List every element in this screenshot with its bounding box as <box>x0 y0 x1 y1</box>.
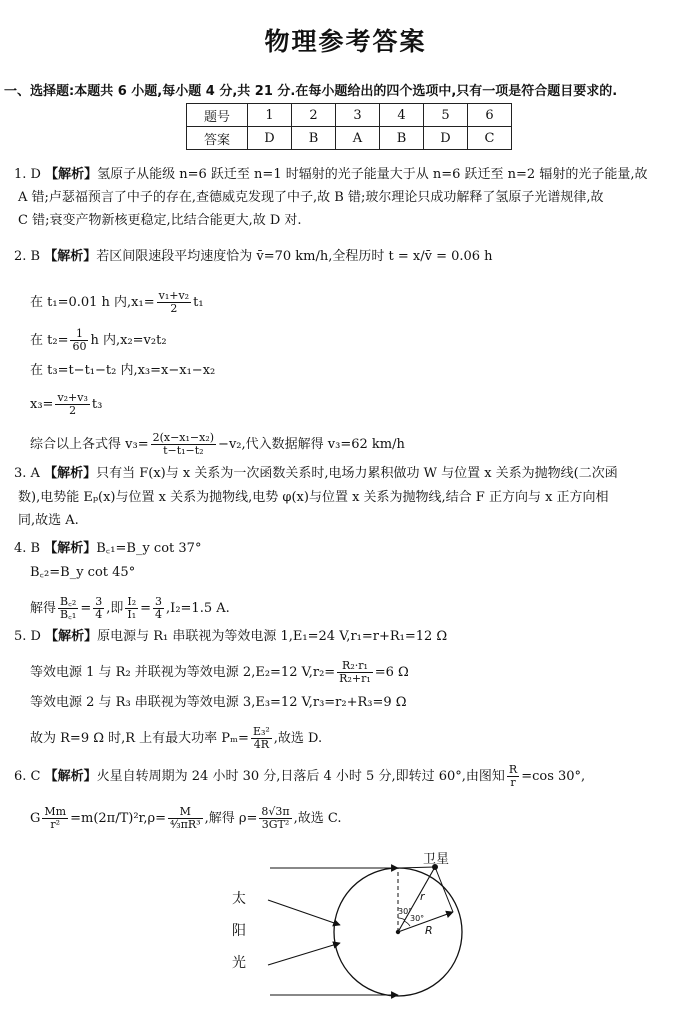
q1-number: 1. D <box>14 167 41 182</box>
table-header-cell: 答案 <box>187 127 248 150</box>
q2-text: t₃ <box>91 397 103 412</box>
analysis-tag: 【解析】 <box>44 769 97 784</box>
q4-text: 解得 <box>30 601 57 616</box>
numerator: R <box>508 763 518 776</box>
table-cell: B <box>380 127 424 150</box>
denominator: 4 <box>95 608 103 621</box>
denominator: 4R <box>253 738 269 751</box>
sunlight-rays <box>268 868 398 995</box>
table-cell: D <box>248 127 292 150</box>
sunlight-label-char: 太 <box>232 891 246 907</box>
q4-text: ,即 <box>106 601 124 616</box>
denominator: r² <box>50 818 61 831</box>
q6-text: G <box>30 811 41 826</box>
analysis-tag: 【解析】 <box>44 249 97 264</box>
q2-text: 综合以上各式得 v₃= <box>30 437 149 452</box>
q5-text: =6 Ω <box>374 665 409 680</box>
numerator: v₂+v₃ <box>57 391 88 404</box>
numerator: 3 <box>95 595 103 608</box>
numerator: 2(x−x₁−x₂) <box>152 431 215 444</box>
q4-text: B꜀₁=B_y cot 37° <box>96 541 202 556</box>
q5-line-3: 等效电源 2 与 R₃ 串联视为等效电源 3,E₃=12 V,r₃=r₂+R₃=9 Ω <box>30 695 407 710</box>
q4-text: = <box>140 601 152 616</box>
q6-number: 6. C <box>14 769 41 784</box>
center-dot <box>396 930 400 934</box>
section-heading: 一、选择题:本题共 6 小题,每小题 4 分,共 21 分.在每小题给出的四个选项中,只有一项是符合题目要求的. <box>4 84 618 99</box>
numerator: 1 <box>70 328 88 341</box>
numerator: E₃² <box>252 725 270 738</box>
q2-text: t₁ <box>193 295 204 310</box>
denominator: B꜀₁ <box>60 608 77 621</box>
sunlight-label-char: 阳 <box>232 923 246 939</box>
denominator: R₂+r₁ <box>339 672 371 685</box>
q4-text: ,I₂=1.5 A. <box>166 601 230 616</box>
q2-text: −v₂,代入数据解得 v₃=62 km/h <box>218 437 405 452</box>
q4-number: 4. B <box>14 541 41 556</box>
table-cell: 3 <box>336 104 380 127</box>
denominator: ⁴⁄₃πR³ <box>170 818 201 831</box>
denominator: 60 <box>72 340 87 353</box>
table-cell: 2 <box>292 104 336 127</box>
q1-line-3: C 错;衰变产物新核更稳定,比结合能更大,故 D 对. <box>18 213 302 228</box>
numerator: v₁+v₂ <box>158 289 190 302</box>
table-cell: 4 <box>380 104 424 127</box>
q5-text: 等效电源 1 与 R₂ 并联视为等效电源 2,E₂=12 V,r₂= <box>30 665 336 680</box>
q2-text: x₃= <box>30 397 54 412</box>
table-cell: 6 <box>468 104 512 127</box>
table-cell: C <box>468 127 512 150</box>
table-cell: A <box>336 127 380 150</box>
table-cell: 5 <box>424 104 468 127</box>
q2-text: 在 t₁=0.01 h 内,x₁= <box>30 295 155 310</box>
denominator: 4 <box>155 608 163 621</box>
q6-text: ,故选 C. <box>293 811 342 826</box>
denominator: 2 <box>170 302 178 315</box>
denominator: 2 <box>69 404 77 417</box>
q6-text: =m(2π/T)²r,ρ= <box>70 811 166 826</box>
q6-text: =cos 30°, <box>521 769 586 784</box>
tangent-to-satellite-line <box>435 867 453 912</box>
table-cell: 1 <box>248 104 292 127</box>
q2-text: h 内,x₂=v₂t₂ <box>90 333 167 348</box>
numerator: M <box>168 806 203 819</box>
denominator: 3GT² <box>261 818 290 831</box>
q5-number: 5. D <box>14 629 41 644</box>
q3-number: 3. A <box>14 466 40 481</box>
satellite-label: 卫星 <box>423 852 450 867</box>
q6-text: 火星自转周期为 24 小时 30 分,日落后 4 小时 5 分,即转过 60°,由图知 <box>96 769 505 784</box>
denominator: t−t₁−t₂ <box>163 444 204 457</box>
q2-text: 在 t₂= <box>30 333 69 348</box>
numerator: 3 <box>155 595 163 608</box>
q5-text: ,故选 D. <box>273 731 323 746</box>
table-cell: D <box>424 127 468 150</box>
tangent-line <box>398 867 435 868</box>
page-title: 物理参考答案 <box>264 27 427 56</box>
q2-line-4: 在 t₃=t−t₁−t₂ 内,x₃=x−x₁−x₂ <box>30 363 216 378</box>
analysis-tag: 【解析】 <box>45 629 98 644</box>
angle-label: 30° <box>410 914 425 923</box>
numerator: Mm <box>44 805 67 818</box>
R-label: R <box>425 924 433 937</box>
q5-text: 故为 R=9 Ω 时,R 上有最大功率 Pₘ= <box>30 731 249 746</box>
table-cell: B <box>292 127 336 150</box>
q2-text: 若区间限速段平均速度恰为 v̄=70 km/h,全程历时 t = x/v̄ = 0.06 h <box>96 249 493 264</box>
sunlight-label-char: 光 <box>232 955 246 971</box>
analysis-tag: 【解析】 <box>44 466 97 481</box>
q1-line-2: A 错;卢瑟福预言了中子的存在,查德威克发现了中子,故 B 错;玻尔理论只成功解释了氢原子光谱规律,故 <box>18 190 604 205</box>
q5-text: 原电源与 R₁ 串联视为等效电源 1,E₁=24 V,r₁=r+R₁=12 Ω <box>97 629 448 644</box>
q3-line-2: 数),电势能 Eₚ(x)与位置 x 关系为抛物线,电势 φ(x)与位置 x 关系为抛物线,结合 F 正方向与 x 正方向相 <box>18 490 609 505</box>
denominator: I₁ <box>127 608 137 621</box>
q4-line-2: B꜀₂=B_y cot 45° <box>30 565 136 580</box>
numerator: B꜀₂ <box>60 595 77 608</box>
q3-line-3: 同,故选 A. <box>18 513 79 528</box>
numerator: I₂ <box>127 595 137 608</box>
angle-label: 30° <box>398 907 413 916</box>
q2-number: 2. B <box>14 249 41 264</box>
analysis-tag: 【解析】 <box>44 541 97 556</box>
q3-text: 只有当 F(x)与 x 关系为一次函数关系时,电场力累积做功 W 与位置 x 关系为抛物线(二次函 <box>96 466 618 481</box>
q6-text: ,解得 ρ= <box>204 811 258 826</box>
numerator: R₂·r₁ <box>337 660 373 673</box>
analysis-tag: 【解析】 <box>45 167 98 182</box>
numerator: 8√3π <box>261 805 290 818</box>
r-label: r <box>420 890 425 903</box>
denominator: r <box>510 776 516 789</box>
table-header-cell: 题号 <box>187 104 248 127</box>
q4-text: = <box>80 601 92 616</box>
q1-text: 氢原子从能级 n=6 跃迁至 n=1 时辐射的光子能量大于从 n=6 跃迁至 n=2 辐射的光子能量,故 <box>97 167 648 182</box>
